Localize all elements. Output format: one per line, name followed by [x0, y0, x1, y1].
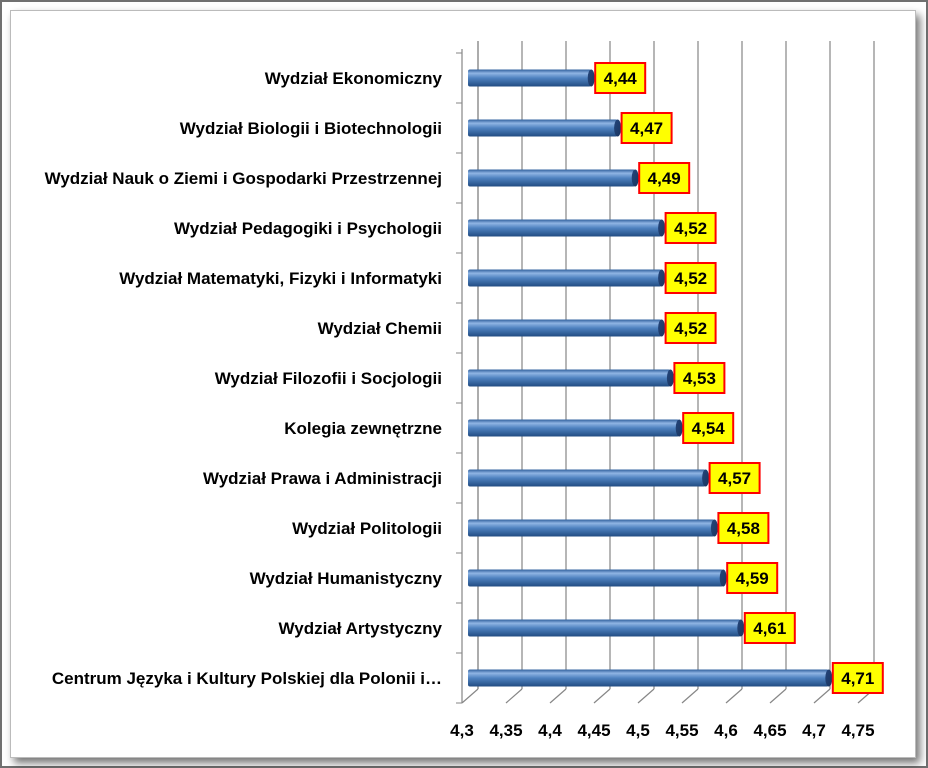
gridline-floor: [682, 689, 698, 703]
x-axis-ticks: [450, 721, 874, 740]
category-label: Wydział Nauk o Ziemi i Gospodarki Przestrzennej: [44, 169, 442, 188]
x-tick-label: 4,65: [753, 721, 787, 740]
category-labels: [45, 69, 443, 688]
svg-text:4,61: 4,61: [753, 619, 787, 638]
category-label: Wydział Biologii i Biotechnologii: [179, 119, 442, 138]
svg-text:4,47: 4,47: [630, 119, 664, 138]
svg-text:4,44: 4,44: [603, 69, 637, 88]
bar: [468, 520, 718, 537]
svg-text:4,54: 4,54: [691, 419, 725, 438]
bar: [468, 420, 683, 437]
data-label: [745, 613, 795, 643]
svg-text:4,57: 4,57: [718, 469, 752, 488]
data-label: [666, 263, 716, 293]
bar: [468, 120, 621, 137]
svg-text:4,71: 4,71: [841, 669, 875, 688]
data-label: [727, 563, 777, 593]
x-tick-label: 4,5: [626, 721, 650, 740]
category-label: Wydział Chemii: [317, 319, 442, 338]
x-tick-label: 4,4: [538, 721, 562, 740]
data-label: [666, 313, 716, 343]
gridline-floor: [726, 689, 742, 703]
data-label: [622, 113, 672, 143]
gridline-floor: [638, 689, 654, 703]
svg-text:4,53: 4,53: [682, 369, 716, 388]
bar: [468, 70, 595, 87]
gridline-floor: [814, 689, 830, 703]
data-label: [710, 463, 760, 493]
category-label: Wydział Prawa i Administracji: [202, 469, 442, 488]
data-label: [674, 363, 724, 393]
x-tick-label: 4,3: [450, 721, 474, 740]
svg-text:4,58: 4,58: [726, 519, 760, 538]
data-label: [683, 413, 733, 443]
data-label: [595, 63, 645, 93]
bar: [468, 270, 665, 287]
category-label: Kolegia zewnętrzne: [284, 419, 442, 438]
bar: [468, 170, 639, 187]
x-tick-label: 4,7: [802, 721, 826, 740]
x-tick-label: 4,55: [665, 721, 699, 740]
category-label: Wydział Humanistyczny: [249, 569, 442, 588]
category-label: Wydział Artystyczny: [278, 619, 442, 638]
data-label: [833, 663, 883, 693]
gridline-floor: [550, 689, 566, 703]
bar: [468, 620, 744, 637]
bar: [468, 220, 665, 237]
bar: [468, 570, 727, 587]
x-tick-label: 4,6: [714, 721, 738, 740]
x-tick-label: 4,45: [577, 721, 611, 740]
bar: [468, 320, 665, 337]
x-tick-label: 4,35: [489, 721, 523, 740]
gridline-floor: [594, 689, 610, 703]
bar: [468, 470, 709, 487]
category-label: Wydział Matematyki, Fizyki i Informatyki: [119, 269, 442, 288]
data-label: [639, 163, 689, 193]
data-label: [666, 213, 716, 243]
svg-text:4,52: 4,52: [674, 319, 708, 338]
svg-text:4,49: 4,49: [647, 169, 681, 188]
gridline-floor: [506, 689, 522, 703]
svg-text:4,52: 4,52: [674, 269, 708, 288]
gridline-floor: [462, 689, 478, 703]
category-label: Wydział Politologii: [292, 519, 442, 538]
data-label: [718, 513, 768, 543]
category-label: Centrum Języka i Kultury Polskiej dla Polonii i…: [51, 669, 442, 688]
bar: [468, 670, 832, 687]
gridline-floor: [770, 689, 786, 703]
bar: [468, 370, 674, 387]
x-tick-label: 4,75: [841, 721, 875, 740]
category-label: Wydział Pedagogiki i Psychologii: [174, 219, 442, 238]
svg-text:4,52: 4,52: [674, 219, 708, 238]
category-label: Wydział Filozofii i Socjologii: [214, 369, 442, 388]
svg-text:4,59: 4,59: [735, 569, 769, 588]
category-label: Wydział Ekonomiczny: [264, 69, 442, 88]
